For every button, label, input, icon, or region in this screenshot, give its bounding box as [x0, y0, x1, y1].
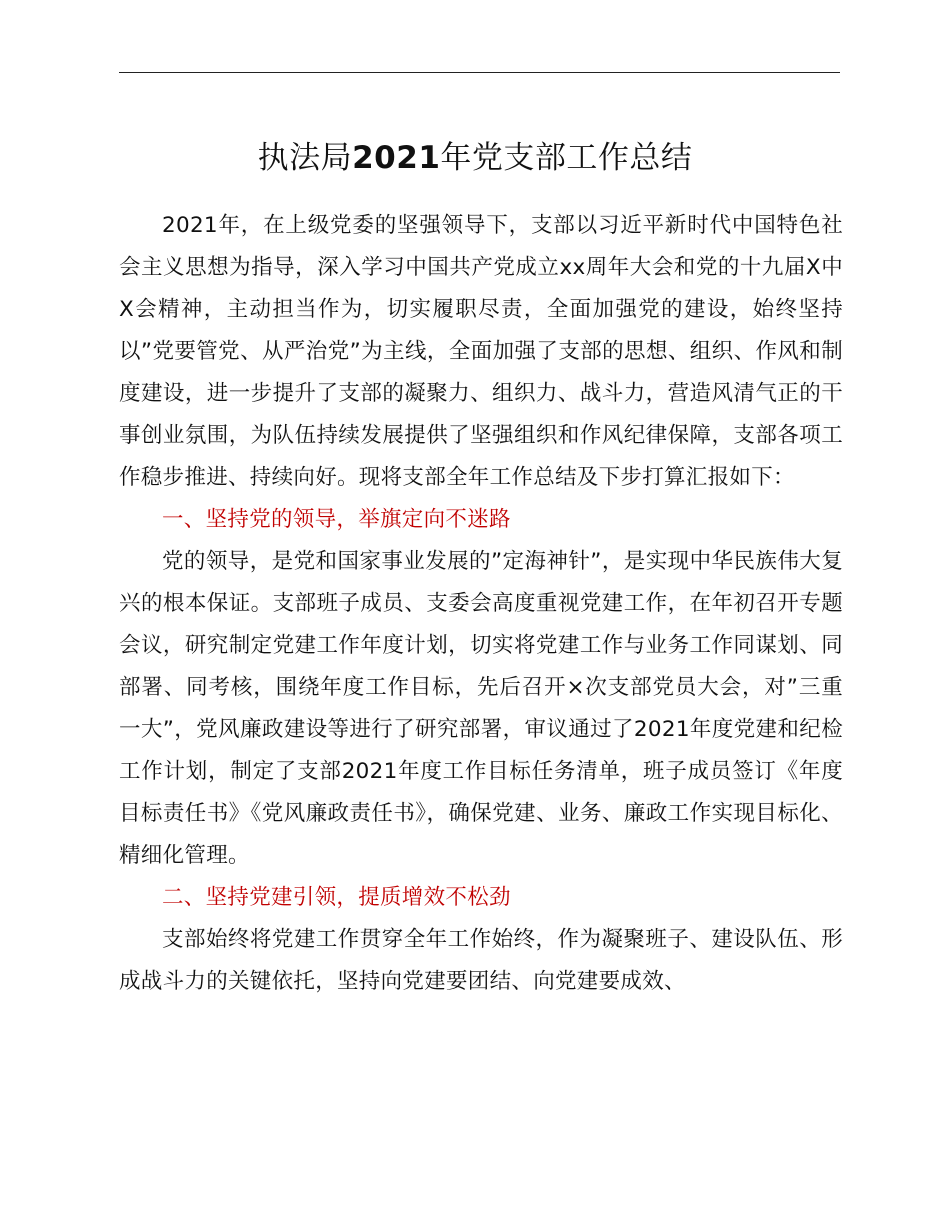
header-rule	[119, 72, 840, 73]
paragraph-section-1: 党的领导，是党和国家事业发展的”定海神针”，是实现中华民族伟大复兴的根本保证。支部班子成员、支委会高度重视党建工作，在年初召开专题会议，研究制定党建工作年度计划，切实将党建工作与业务工作同谋划、同部署、同考核，围绕年度工作目标，先后召开×次支部党员大会，对”三重一大”，党风廉政建设等进行了研究部署，审议通过了2021年度党建和纪检工作计划，制定了支部2021年度工作目标任务清单，班子成员签订《年度目标责任书》《党风廉政责任书》，确保党建、业务、廉政工作实现目标化、精细化管理。	[119, 549, 843, 868]
section-heading-1: 一、坚持党的领导，举旗定向不迷路	[162, 507, 511, 532]
title-suffix: 年党支部工作总结	[440, 140, 693, 176]
section-heading-2: 二、坚持党建引领，提质增效不松劲	[162, 885, 511, 910]
document-body	[119, 205, 843, 1003]
title-prefix: 执法局	[257, 140, 353, 176]
document-title	[0, 136, 950, 180]
paragraph-intro: 2021年，在上级党委的坚强领导下，支部以习近平新时代中国特色社会主义思想为指导，深入学习中国共产党成立xx周年大会和党的十九届X中X会精神，主动担当作为，切实履职尽责，全面加强党的建设，始终坚持以”党要管党、从严治党”为主线，全面加强了支部的思想、组织、作风和制度建设，进一步提升了支部的凝聚力、组织力、战斗力，营造风清气正的干事创业氛围，为队伍持续发展提供了坚强组织和作风纪律保障，支部各项工作稳步推进、持续向好。现将支部全年工作总结及下步打算汇报如下：	[119, 213, 843, 490]
title-year: 2021	[352, 140, 441, 176]
paragraph-section-2: 支部始终将党建工作贯穿全年工作始终，作为凝聚班子、建设队伍、形成战斗力的关键依托，坚持向党建要团结、向党建要成效、	[119, 927, 843, 994]
